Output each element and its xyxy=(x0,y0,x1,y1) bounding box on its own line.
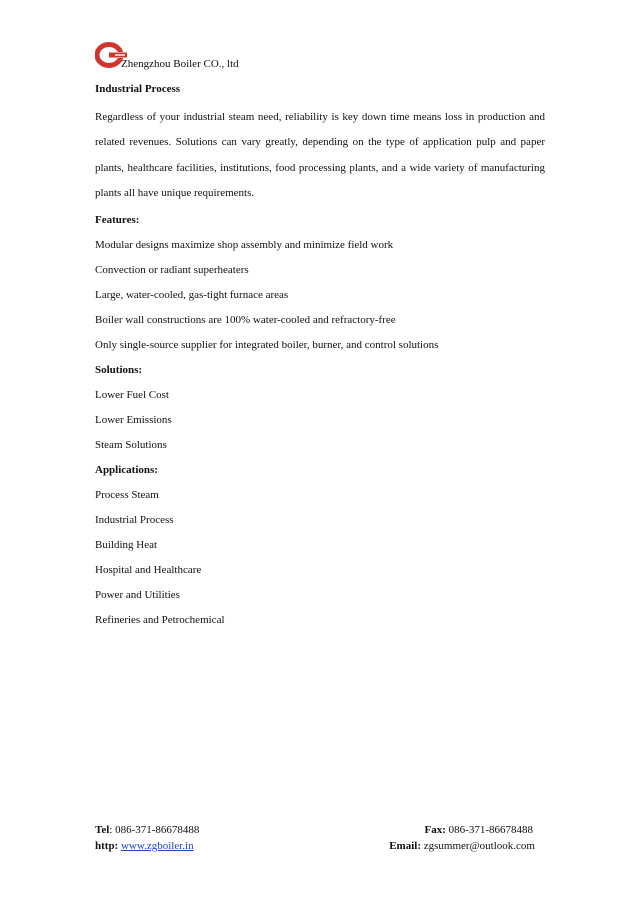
application-item: Building Heat xyxy=(95,538,158,551)
document-body xyxy=(95,80,547,636)
solution-item: Steam Solutions xyxy=(95,438,167,451)
feature-item: Boiler wall constructions are 100% water-cooled and refractory-free xyxy=(95,313,396,326)
feature-item: Modular designs maximize shop assembly and minimize field work xyxy=(95,238,394,251)
fax-info xyxy=(425,822,535,838)
fax-label: Fax: xyxy=(424,824,446,836)
footer-row-web xyxy=(95,838,535,854)
intro-text: Regardless of your industrial steam need, reliability is key down time means loss in production and related revenues. Solutions can vary greatly, depending on the type of application pulp and paper plants, healthcare facilities, institutions, food processing plants, and a wide variety of manufacturing plants all have unique requirements. xyxy=(95,111,545,200)
email-value: zgsummer@outlook.com xyxy=(420,840,535,852)
tel-label: Tel xyxy=(95,824,110,836)
applications-heading: Applications: xyxy=(95,463,158,476)
company-name: Zhengzhou Boiler CO., ltd xyxy=(121,58,239,70)
solution-item: Lower Emissions xyxy=(95,413,172,426)
feature-item: Large, water-cooled, gas-tight furnace areas xyxy=(95,288,289,301)
email-info xyxy=(389,838,535,854)
tel-value: : 086-371-86678488 xyxy=(109,824,200,836)
email-label: Email: xyxy=(389,840,421,852)
document-title: Industrial Process xyxy=(95,83,181,95)
tel-info xyxy=(95,822,199,838)
application-item: Hospital and Healthcare xyxy=(95,563,202,576)
application-item: Process Steam xyxy=(95,488,159,501)
http-label: http: xyxy=(95,840,119,852)
feature-item: Convection or radiant superheaters xyxy=(95,263,249,276)
intro-paragraph xyxy=(95,105,545,207)
footer-row-phone xyxy=(95,822,535,838)
application-item: Refineries and Petrochemical xyxy=(95,613,225,626)
features-heading: Features: xyxy=(95,213,140,226)
application-item: Power and Utilities xyxy=(95,588,180,601)
website-info xyxy=(95,838,194,854)
feature-item: Only single-source supplier for integrated boiler, burner, and control solutions xyxy=(95,338,439,351)
solutions-heading: Solutions: xyxy=(95,363,143,376)
page-footer xyxy=(95,822,535,854)
solution-item: Lower Fuel Cost xyxy=(95,388,169,401)
application-item: Industrial Process xyxy=(95,513,174,526)
fax-value: 086-371-86678488 xyxy=(445,824,533,836)
website-link[interactable]: www.zgboiler.in xyxy=(120,840,194,852)
